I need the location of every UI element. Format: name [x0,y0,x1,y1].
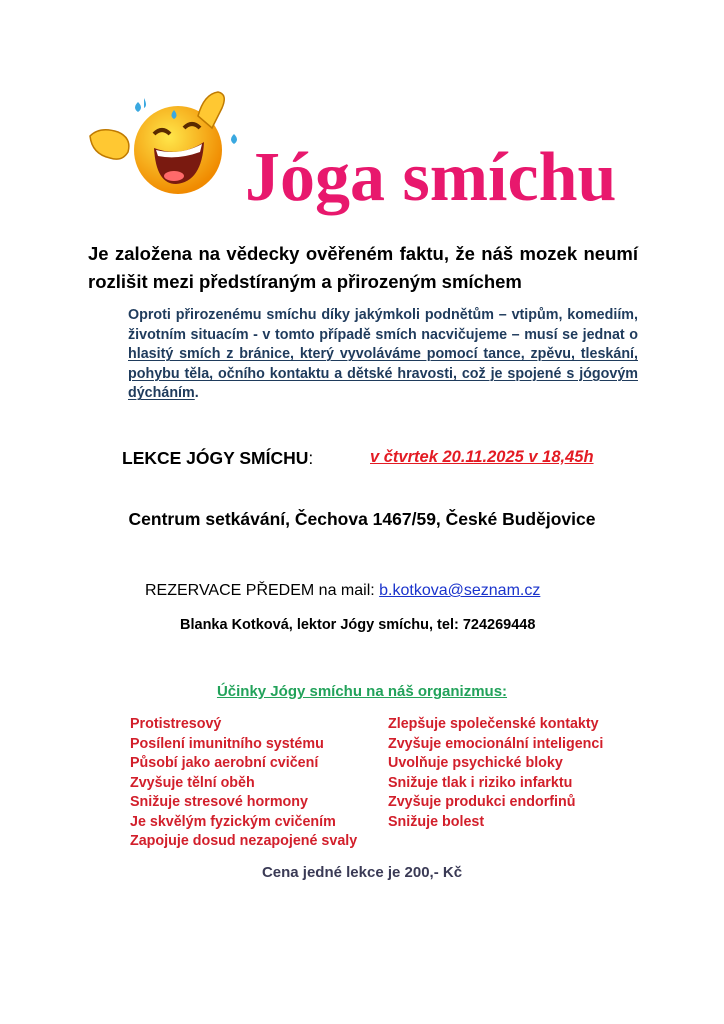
list-item: Zvyšuje tělní oběh [130,774,255,791]
effects-list-right [388,715,603,832]
lesson-colon: : [308,448,314,468]
lead-statement: Je založena na vědecky ověřeném faktu, že náš mozek neumí rozlišit mezi předstíraným a přirozeným smíchem [88,243,638,292]
page-title: Jóga smíchu [245,139,617,216]
description-text: Oproti přirozenému smíchu díky jakýmkoli podnětům – vtipům, komediím, životním situacím - v tomto případě smích nacvičujeme – musí se jednat o [128,307,638,343]
description-paragraph [128,306,638,404]
list-item: Působí jako aerobní cvičení [130,755,319,771]
price-info: Cena jedné lekce je 200,- Kč [261,864,463,881]
list-item: Protistresový [130,716,222,732]
list-item: Je skvělým fyzickým cvičením [130,813,336,830]
list-item: Uvolňuje psychické bloky [388,755,563,771]
email-link[interactable]: b.kotkova@seznam.cz [379,582,541,599]
list-item: Snižuje stresové hormony [130,794,308,810]
laughing-emoji-icon [88,88,248,208]
reservation-line [145,582,540,600]
venue-address: Centrum setkávání, Čechova 1467/59, České Budějovice [128,509,596,529]
list-item: Posílení imunitního systému [130,735,324,752]
list-item: Snižuje bolest [388,813,485,830]
reservation-label: REZERVACE PŘEDEM na mail: [145,582,380,599]
list-item: Zvyšuje emocionální inteligenci [388,735,604,752]
description-underlined-text: hlasitý smích z bránice, který vyvoláváme pomocí tance, zpěvu, tleskání, pohybu těla, očního kontaktu a dětské hravosti, což je spojené s jógovým dýcháním [128,346,638,402]
list-item: Zapojuje dosud nezapojené svaly [130,833,358,849]
lesson-line [122,448,594,469]
effects-list-left [130,715,357,852]
lecturer-contact: Blanka Kotková, lektor Jógy smíchu, tel: 724269448 [180,617,536,633]
list-item: Zvyšuje produkci endorfinů [388,794,576,810]
lesson-label: LEKCE JÓGY SMÍCHU [122,448,309,468]
description-end: . [194,385,199,402]
list-item: Zlepšuje společenské kontakty [388,716,599,732]
effects-heading: Účinky Jógy smíchu na náš organizmus: [216,683,508,700]
lesson-date: v čtvrtek 20.11.2025 v 18,45h [370,448,594,466]
list-item: Snižuje tlak i riziko infarktu [388,774,573,791]
